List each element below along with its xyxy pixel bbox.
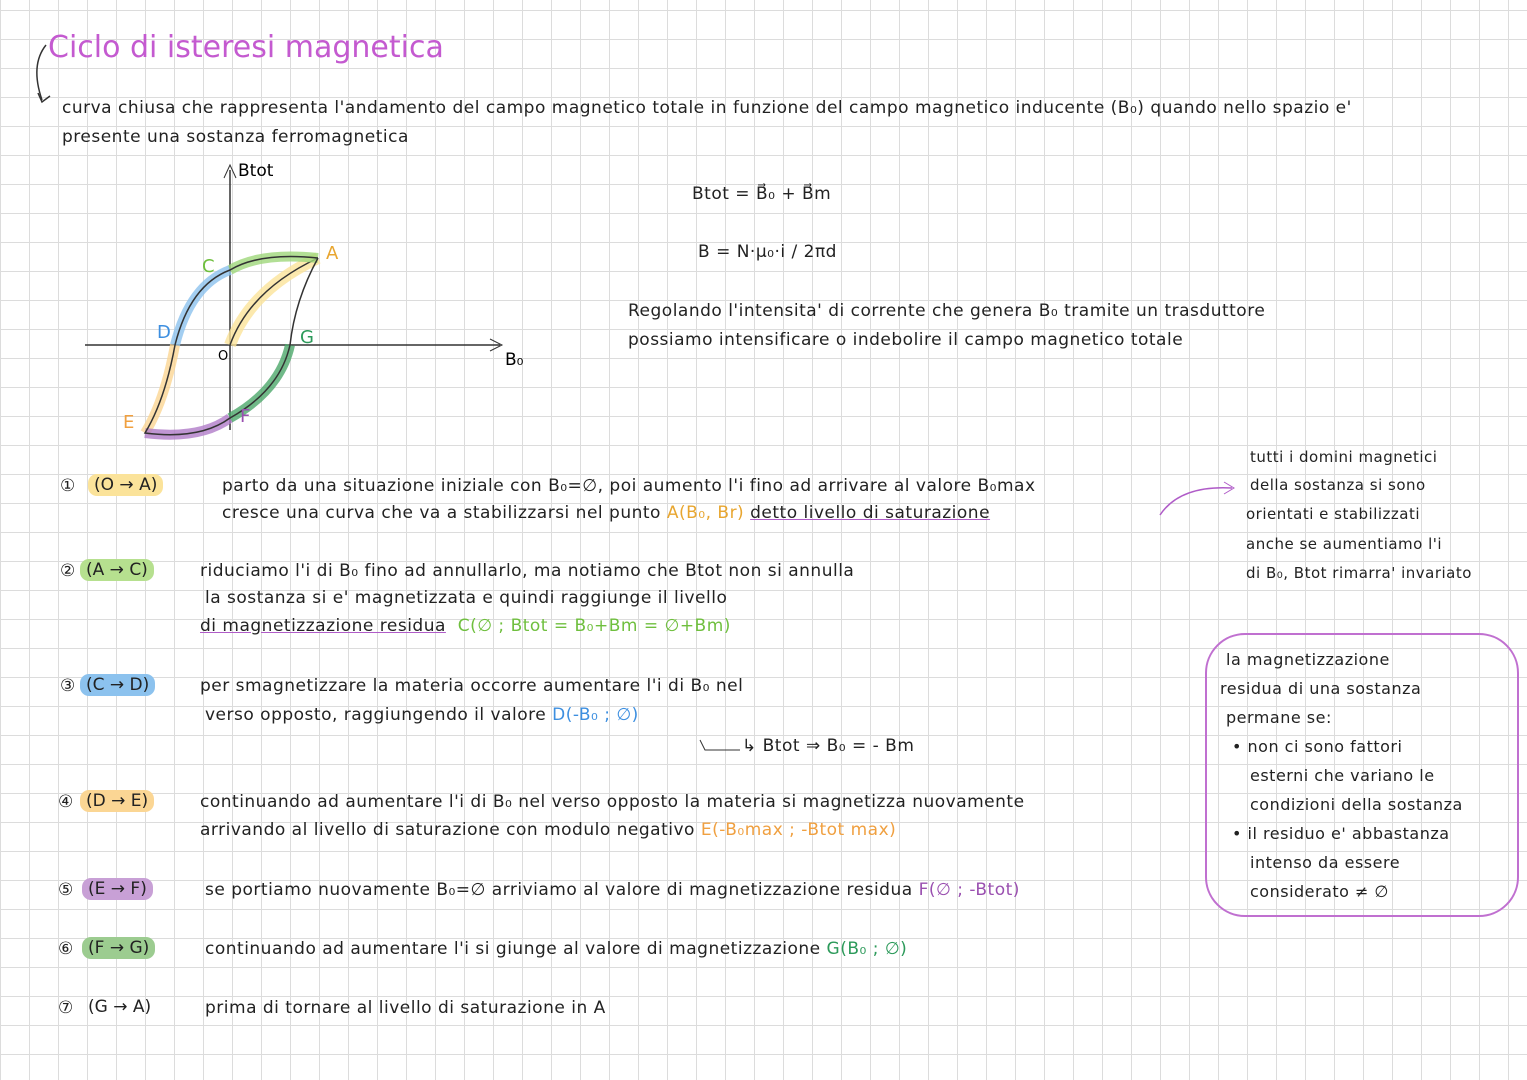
point-g: G xyxy=(300,327,314,348)
step-point: C(∅ ; Btot = B₀+Bm = ∅+Bm) xyxy=(457,616,731,636)
step-number: ③ xyxy=(60,676,76,696)
side-note-line: di B₀, Btot rimarra' invariato xyxy=(1246,564,1472,582)
intro-line: curva chiusa che rappresenta l'andamento del campo magnetico totale in funzione del campo magnetico inducente (B₀) quando nello spazio e' xyxy=(62,98,1352,118)
step-label: (F → G) xyxy=(82,937,155,959)
step-label: (O → A) xyxy=(88,474,163,496)
regulation-text: possiamo intensificare o indebolire il campo magnetico totale xyxy=(628,330,1184,350)
cloud-line: intenso da essere xyxy=(1250,853,1401,872)
side-note-line: tutti i domini magnetici xyxy=(1250,448,1438,466)
step-note: ↳ Btot ⇒ B₀ = - Bm xyxy=(742,736,915,756)
y-axis-label: Btot xyxy=(238,161,274,181)
step-number: ⑥ xyxy=(58,939,74,959)
step-text: la sostanza si e' magnetizzata e quindi raggiunge il livello xyxy=(205,588,728,608)
step-text: di magnetizzazione residua C(∅ ; Btot = B₀+Bm = ∅+Bm) xyxy=(200,616,731,636)
cloud-line: esterni che variano le xyxy=(1250,766,1435,785)
step-text: cresce una curva che va a stabilizzarsi nel punto A(B₀, Br) detto livello di saturazione xyxy=(222,503,991,523)
cloud-line: residua di una sostanza xyxy=(1220,679,1422,698)
point-a: A xyxy=(326,243,339,264)
regulation-text: Regolando l'intensita' di corrente che genera B₀ tramite un trasduttore xyxy=(628,301,1266,321)
step-text: riduciamo l'i di B₀ fino ad annullarlo, ma notiamo che Btot non si annulla xyxy=(200,561,855,581)
step-text: verso opposto, raggiungendo il valore D(-B₀ ; ∅) xyxy=(205,705,639,725)
step-number: ⑦ xyxy=(58,998,74,1018)
cloud-line: • non ci sono fattori xyxy=(1232,737,1403,756)
step-label: (E → F) xyxy=(82,878,153,900)
step-point: G(B₀ ; ∅) xyxy=(826,939,908,959)
step-label: (G → A) xyxy=(88,997,152,1017)
cloud-line: condizioni della sostanza xyxy=(1250,795,1463,814)
step-label: (D → E) xyxy=(80,790,154,812)
arrow-icon xyxy=(1160,488,1232,515)
step-text: parto da una situazione iniziale con B₀=∅, poi aumento l'i fino ad arrivare al valore B₀max xyxy=(222,476,1036,496)
step-point: D(-B₀ ; ∅) xyxy=(552,705,639,725)
cloud-line: permane se: xyxy=(1226,708,1332,727)
side-note-line: della sostanza si sono xyxy=(1250,476,1426,494)
page-title: Ciclo di isteresi magnetica xyxy=(48,30,444,65)
step-text: continuando ad aumentare l'i di B₀ nel verso opposto la materia si magnetizza nuovamente xyxy=(200,792,1025,812)
step-point: A(B₀, Br) xyxy=(666,503,745,523)
arrow-icon xyxy=(700,740,740,750)
hysteresis-diagram xyxy=(85,161,524,435)
step-text-tail: detto livello di saturazione xyxy=(750,503,991,523)
step-label: (C → D) xyxy=(80,674,155,696)
step-text: se portiamo nuovamente B₀=∅ arriviamo al valore di magnetizzazione residua F(∅ ; -Btot) xyxy=(205,880,1020,900)
step-text: arrivando al livello di saturazione con modulo negativo E(-B₀max ; -Btot max) xyxy=(200,820,897,840)
point-c: C xyxy=(202,256,215,277)
step-number: ⑤ xyxy=(58,880,74,900)
step-text: prima di tornare al livello di saturazione in A xyxy=(205,998,606,1018)
point-d: D xyxy=(157,322,171,343)
step-point: E(-B₀max ; -Btot max) xyxy=(700,820,897,840)
side-note-line: orientati e stabilizzati xyxy=(1246,505,1421,523)
formula-b: B = N·μ₀·i / 2πd xyxy=(698,242,837,262)
step-label: (A → C) xyxy=(80,559,154,581)
formula-btot: Btot = B⃗₀ + B⃗m xyxy=(692,184,832,204)
side-note-line: anche se aumentiamo l'i xyxy=(1246,535,1443,553)
step-text: continuando ad aumentare l'i si giunge al valore di magnetizzazione G(B₀ ; ∅) xyxy=(205,939,908,959)
point-e: E xyxy=(123,412,135,433)
step-number: ① xyxy=(60,476,76,496)
point-f: F xyxy=(240,406,251,427)
step-number: ④ xyxy=(58,792,74,812)
intro-line: presente una sostanza ferromagnetica xyxy=(62,127,409,147)
step-text: per smagnetizzare la materia occorre aumentare l'i di B₀ nel xyxy=(200,676,744,696)
cloud-line: considerato ≠ ∅ xyxy=(1250,882,1389,901)
step-point: F(∅ ; -Btot) xyxy=(918,880,1020,900)
arrow-icon xyxy=(37,45,46,100)
cloud-line: • il residuo e' abbastanza xyxy=(1232,824,1450,843)
origin-label: O xyxy=(218,349,229,364)
x-axis-label: B₀ xyxy=(505,350,524,370)
step-number: ② xyxy=(60,561,76,581)
cloud-line: la magnetizzazione xyxy=(1226,650,1390,669)
